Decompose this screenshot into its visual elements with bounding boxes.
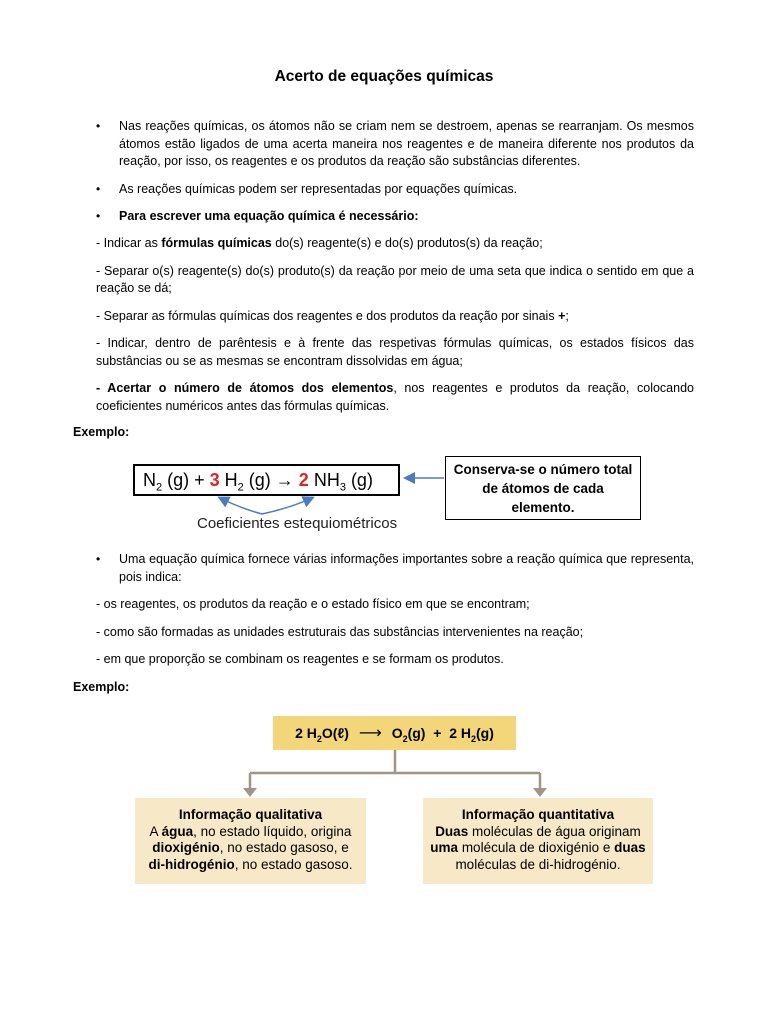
quantitative-info-box [423,798,653,884]
qualitative-line: dioxigénio, no estado gasoso, e [152,840,349,855]
step-text: - Separar as fórmulas químicas dos reagentes e dos produtos da reação por sinais [96,308,559,323]
example-label-2: Exemplo: [73,680,130,694]
note-line: de átomos de cada [482,481,604,496]
ammonia-equation-box [133,464,400,496]
eq-subscript: 2 [156,481,163,494]
qualitative-title: Informação qualitativa [178,807,323,822]
eq2-text: O(ℓ) [321,725,349,741]
eq2-text: 2 H [295,725,317,741]
quantitative-line: uma molécula de dioxigénio e duas [430,840,646,855]
eq2-text: O [391,725,403,741]
step-text: - Indicar, dentro de parêntesis e à frente das respetivas fórmulas químicas, os estados físicos das substâncias ou se as mesmas se encontram dissolvidas em água; [96,336,694,368]
eq-text: N [143,470,156,490]
bullet-representation [96,181,694,199]
eq-subscript: 3 [339,481,346,494]
qualitative-line: di-hidrogénio, no estado gasoso. [148,856,353,872]
eq-text: (g) [243,470,276,490]
bullet-mark: • [96,119,101,133]
eq-text: H [219,470,238,490]
info-section [96,551,694,669]
step-balance [96,380,694,415]
arrow-down-left-icon [243,788,257,797]
eq2-subscript: 2 [316,733,322,744]
qualitative-line: A água, no estado líquido, origina [149,823,352,839]
step-text: , nos reagentes e produtos da reação, colocando coeficientes numéricos antes das fórmulas químicas. [96,381,694,413]
bullet-text: é necessário: [335,209,419,223]
note-line: Conserva-se o número total [453,462,633,477]
bullet-text: Para escrever uma [119,209,234,223]
note-line: elemento. [511,500,575,515]
eq-text: (g) [345,470,373,490]
bullet-mark: • [96,209,101,223]
bullet-text: As reações químicas podem ser representadas por equações químicas. [119,181,518,196]
info-item-proportion [96,651,694,669]
step-text-bold: fórmulas químicas [161,236,272,250]
eq2-text: (g) [476,725,494,741]
qualitative-info-box [135,798,366,884]
eq2-subscript: 2 [471,733,477,744]
page-title: Acerto de equações químicas [274,68,494,85]
info-item-units [96,624,694,642]
coefficient-2: 2 [293,470,309,490]
bullet-write-equation [96,208,694,226]
info-text: - os reagentes, os produtos da reação e o estado físico em que se encontram; [96,597,530,611]
info-item-reagents [96,596,694,614]
eq-text: NH [308,470,340,490]
example-label-1: Exemplo: [73,425,130,439]
bullet-mark: • [96,181,101,196]
arrow-to-coef3-icon [220,498,262,514]
bullet-information [96,551,694,586]
arrow-to-coef2-icon [262,498,312,514]
step-text-bold: + [558,308,566,323]
bullet-text: Nas reações químicas, os átomos não se criam nem se destroem, apenas se rearranjam. Os mesmos átomos estão ligados de uma acerta maneira nos reagentes e de maneira diferente nos produtos da reação, por isso, os reagentes e os produtos da reação são substâncias diferentes. [119,119,694,168]
step-text: - Indicar as [96,236,162,250]
long-arrow-icon: ⟶ [358,725,382,742]
step-text-bold: - Acertar o número de átomos dos elementos [96,381,394,395]
quantitative-line: Duas moléculas de água originam [435,823,641,839]
eq-text: (g) + [162,470,210,490]
bullet-mark: • [96,552,101,566]
bullet-text: Uma equação química fornece várias informações importantes sobre a reação química que representa, pois indica: [119,552,694,584]
step-text: ; [565,308,569,323]
conservation-note-box [445,456,641,520]
step-text: do(s) reagente(s) e do(s) produtos(s) da reação; [271,236,543,250]
eq2-text: (g) + 2 H [407,725,471,741]
steps-section [96,235,694,415]
info-text: - como são formadas as unidades estruturais das substâncias intervenientes na reação; [96,624,584,639]
step-arrow [96,263,694,298]
info-text: - em que proporção se combinam os reagentes e se formam os produtos. [96,652,504,666]
arrow-down-right-icon [533,788,547,797]
quantitative-line: moléculas de di-hidrogénio. [455,856,621,872]
coefficient-3: 3 [209,470,220,490]
intro-section [96,118,694,226]
bullet-atoms [96,118,694,171]
bullet-text-bold: equação química [233,209,336,223]
step-states [96,335,694,370]
water-equation-box [273,716,516,750]
coefficients-caption: Coeficientes estequiométricos [197,515,398,532]
eq2-subscript: 2 [402,733,408,744]
eq-subscript: 2 [237,481,244,494]
step-text: - Separar o(s) reagente(s) do(s) produto(s) da reação por meio de uma seta que indica o sentido em que a reação se dá; [96,263,694,295]
step-plus-signs [96,308,694,326]
reaction-arrow-icon: → [275,470,294,490]
step-formulas [96,235,694,253]
quantitative-title: Informação quantitativa [461,807,615,822]
